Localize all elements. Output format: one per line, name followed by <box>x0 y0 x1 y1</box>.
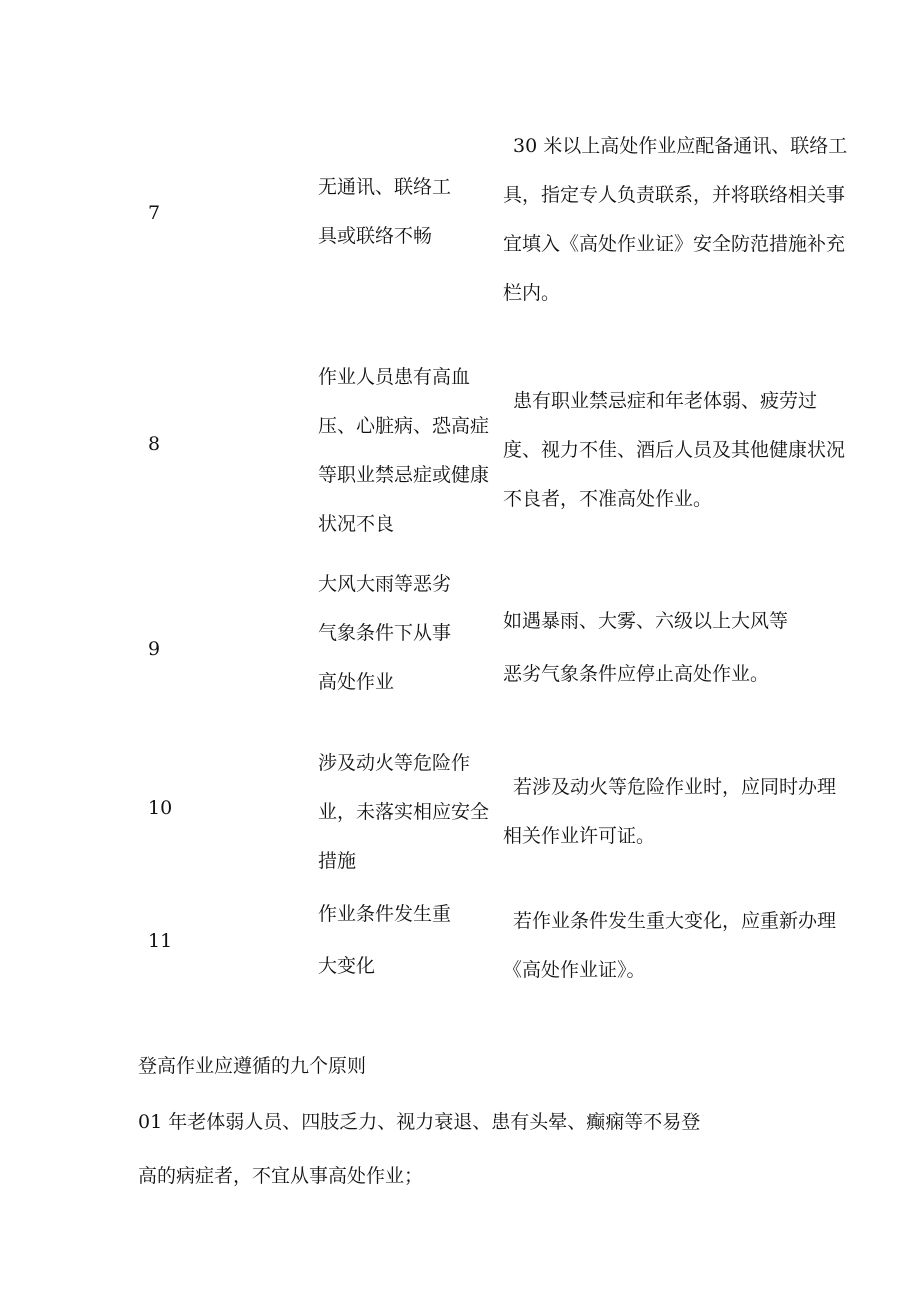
issue-line: 状况不良 <box>318 513 395 535</box>
measure-line: 如遇暴雨、大雾、六级以上大风等 <box>503 610 789 632</box>
row-measure <box>503 897 871 995</box>
issue-line: 压、心脏病、恐高症 <box>318 415 490 437</box>
measure-line: 宜填入《高处作业证》安全防范措施补充 <box>503 233 846 255</box>
row-issue <box>318 739 508 886</box>
paragraph-line: 高的病症者，不宜从事高处作业； <box>138 1165 424 1187</box>
measure-line: 具，指定专人负责联系，并将联络相关事 <box>503 184 846 206</box>
issue-line: 大变化 <box>318 955 376 977</box>
row-issue <box>318 888 508 992</box>
row-issue <box>318 163 508 261</box>
measure-line: 栏内。 <box>503 282 561 304</box>
row-issue <box>318 353 508 549</box>
measure-line: 恶劣气象条件应停止高处作业。 <box>503 663 770 685</box>
issue-line: 具或联络不畅 <box>318 225 433 247</box>
row-measure <box>503 377 871 524</box>
section-title: 登高作业应遵循的九个原则 <box>138 1055 367 1077</box>
row-measure <box>503 122 871 318</box>
row-number: 7 <box>148 202 161 224</box>
issue-line: 大风大雨等恶劣 <box>318 573 452 595</box>
row-measure <box>503 595 871 701</box>
row-number: 11 <box>148 930 173 952</box>
issue-line: 高处作业 <box>318 671 395 693</box>
issue-line: 措施 <box>318 850 357 872</box>
measure-line: 若涉及动火等危险作业时，应同时办理 <box>513 776 837 798</box>
measure-line: 《高处作业证》。 <box>503 959 646 981</box>
issue-line: 等职业禁忌症或健康 <box>318 464 490 486</box>
row-issue <box>318 560 508 707</box>
issue-line: 无通讯、联络工 <box>318 176 452 198</box>
measure-line: 相关作业许可证。 <box>503 825 656 847</box>
measure-line: 度、视力不佳、酒后人员及其他健康状况 <box>503 439 846 461</box>
row-number: 8 <box>148 433 161 455</box>
measure-line: 患有职业禁忌症和年老体弱、疲劳过 <box>513 390 818 412</box>
row-measure <box>503 763 871 861</box>
issue-line: 涉及动火等危险作 <box>318 752 471 774</box>
row-number: 9 <box>148 638 161 660</box>
issue-line: 气象条件下从事 <box>318 622 452 644</box>
measure-line: 30 米以上高处作业应配备通讯、联络工 <box>513 135 848 157</box>
principle-paragraph <box>138 1095 778 1203</box>
row-number: 10 <box>148 797 173 819</box>
measure-line: 不良者，不准高处作业。 <box>503 488 713 510</box>
measure-line: 若作业条件发生重大变化，应重新办理 <box>513 910 837 932</box>
issue-line: 业，未落实相应安全 <box>318 801 490 823</box>
issue-line: 作业人员患有高血 <box>318 366 471 388</box>
paragraph-line: 01 年老体弱人员、四肢乏力、视力衰退、患有头晕、癫痫等不易登 <box>138 1111 701 1133</box>
issue-line: 作业条件发生重 <box>318 903 452 925</box>
